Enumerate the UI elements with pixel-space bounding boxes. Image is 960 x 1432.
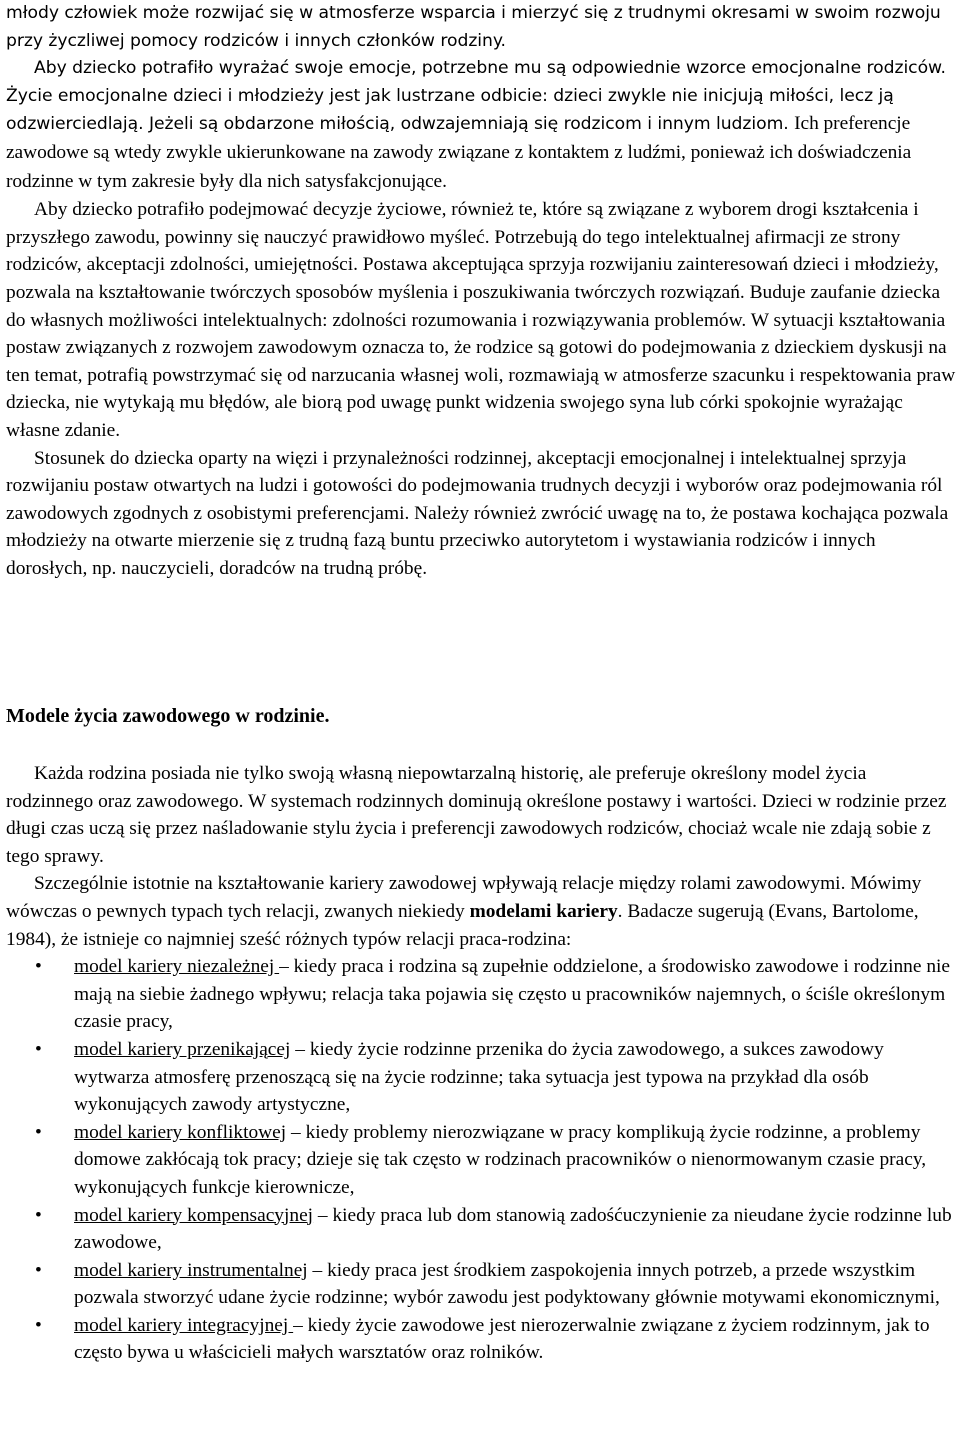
career-relations-text-after: . Badacze sugerują (Evans, Bartolome, 1984), że istnieje co najmniej sześć różnych typów relacji praca-rodzina:: [6, 900, 919, 950]
paragraph-family-models: Każda rodzina posiada nie tylko swoją własną niepowtarzalną historię, ale preferuje określony model życia rodzinnego oraz zawodowego. W systemach rodzinnych dominują określone postawy i wartości. Dzieci w rodzinie przez długi czas uczą się przez naśladowanie stylu życia i preferencji zawodowych rodziców, chociaż wcale nie zdają sobie z tego sprawy.: [6, 763, 947, 867]
bullet-icon: •: [35, 1259, 42, 1281]
list-item: [6, 1036, 956, 1119]
list-item: [6, 1119, 956, 1202]
section-career-models: [6, 760, 956, 1367]
list-item: [6, 1312, 956, 1367]
paragraph-intro-continuation: młody człowiek może rozwijać się w atmosferze wsparcia i mierzyć się z trudnymi okresami w swoim rozwoju przy życzliwej pomocy rodziców i innych członków rodziny.: [6, 3, 941, 51]
model-description: – kiedy praca jest środkiem zaspokojenia innych potrzeb, a przede wszystkim pozwala stworzyć udane życie rodzinne; wybór zawodu jest podyktowany głównie motywami ekonomicznymi,: [74, 1259, 940, 1309]
model-term: model kariery konfliktowej: [74, 1121, 287, 1143]
list-item: [6, 953, 956, 1036]
document-page: [6, 0, 956, 582]
model-term: model kariery przenikającej: [74, 1038, 291, 1060]
paragraph-emotions: [6, 55, 956, 196]
bullet-icon: •: [35, 1314, 42, 1336]
bullet-icon: •: [35, 1121, 42, 1143]
paragraph-emotions-part1: Aby dziecko potrafiło wyrażać swoje emocje, potrzebne mu są odpowiednie wzorce emocjonalne rodziców.: [34, 58, 946, 79]
paragraph-emotions-part2: Życie emocjonalne dzieci i młodzieży jest jak lustrzane odbicie: dzieci zwykle nie inicjują miłości, lecz ją odzwierciedlają. Jeżeli są obdarzone miłością, odwzajemniają się rodzicom i innym ludziom.: [6, 85, 894, 135]
list-item: [6, 1257, 956, 1312]
model-description: – kiedy życie rodzinne przenika do życia zawodowego, a sukces zawodowy wytwarza atmosferę przenoszącą się na życie rodzinne; taka sytuacja jest typowa na przykład dla osób wykonujących zawody artystyczne,: [74, 1038, 884, 1116]
model-term: model kariery kompensacyjnej: [74, 1204, 314, 1226]
model-description: – kiedy praca lub dom stanowią zadośćuczynienie za nieudane życie rodzinne lub zawodowe,: [74, 1204, 952, 1254]
paragraph-emotions-part3: Ich preferencje zawodowe są wtedy zwykle ukierunkowane na zawody związane z kontaktem z ludźmi, ponieważ ich doświadczenia rodzinne w tym zakresie były dla nich satysfakcjonujące.: [6, 113, 912, 192]
paragraph-career-relations: [6, 870, 956, 953]
model-term: model kariery instrumentalnej: [74, 1259, 308, 1281]
model-description: – kiedy praca i rodzina są zupełnie oddzielone, a środowisko zawodowe i rodzinne nie mają na siebie żadnego wpływu; relacja taka pojawia się często u pracowników najemnych, o ściśle określonym czasie pracy,: [74, 956, 951, 1033]
model-description: – kiedy życie zawodowe jest nierozerwalnie związane z życiem rodzinnym, jak to często bywa u właścicieli małych warsztatów oraz rolników.: [74, 1314, 930, 1364]
model-description: – kiedy problemy nierozwiązane w pracy komplikują życie rodzinne, a problemy domowe zakłócają tok pracy; dzieje się tak często w rodzinach pracowników o nienormowanym czasie pracy, wykonujących funkcje kierownicze,: [74, 1121, 927, 1198]
section-heading: Modele życia zawodowego w rodzinie.: [6, 705, 330, 727]
career-models-list: [6, 953, 956, 1367]
career-models-term: modelami kariery: [469, 900, 618, 922]
paragraph-relationship: Stosunek do dziecka oparty na więzi i przynależności rodzinnej, akceptacji emocjonalnej i intelektualnej sprzyja rozwijaniu postaw otwartych na ludzi i gotowości do podejmowania trudnych decyzji i wyborów oraz podejmowania ról zawodowych zgodnych z osobistymi preferencjami. Należy również zwrócić uwagę na to, że postawa kochająca pozwala młodzieży na otwarte mierzenie się z trudną fazą buntu przeciwko autorytetom i wystawiania rodziców i innych dorosłych, np. nauczycieli, doradców na trudną próbę.: [6, 447, 949, 579]
model-term: model kariery integracyjnej: [74, 1314, 294, 1336]
bullet-icon: •: [35, 956, 42, 978]
career-relations-text-before: Szczególnie istotnie na kształtowanie kariery zawodowej wpływają relacje między rolami zawodowymi. Mówimy wówczas o pewnych typach tych relacji, zwanych niekiedy: [6, 873, 922, 922]
list-item: [6, 1202, 956, 1257]
paragraph-intellectual: Aby dziecko potrafiło podejmować decyzje życiowe, również te, które są związane z wyborem drogi kształcenia i przyszłego zawodu, powinny się nauczyć prawidłowo myśleć. Potrzebują do tego intelektualnej afirmacji ze strony rodziców, akceptacji zdolności, umiejętności. Postawa akceptująca sprzyja rozwijaniu zainteresowań dzieci i młodzieży, pozwala na kształtowanie twórczych sposobów myślenia i poszukiwania twórczych rozwiązań. Buduje zaufanie dziecka do własnych możliwości intelektualnych: zdolności rozumowania i rozwiązywania problemów. W sytuacji kształtowania postaw związanych z rozwojem zawodowym oznacza to, że rodzice są gotowi do podejmowania z dzieckiem dyskusji na ten temat, potrafią powstrzymać się od narzucania własnej woli, rozmawiają w atmosferze szacunku i respektowania praw dziecka, nie wytykają mu błędów, ale biorą pod uwagę punkt widzenia swojego syna lub córki spokojnie wyrażając własne zdanie.: [6, 199, 956, 441]
bullet-icon: •: [35, 1204, 42, 1226]
model-term: model kariery niezależnej: [74, 956, 280, 978]
bullet-icon: •: [35, 1038, 42, 1060]
